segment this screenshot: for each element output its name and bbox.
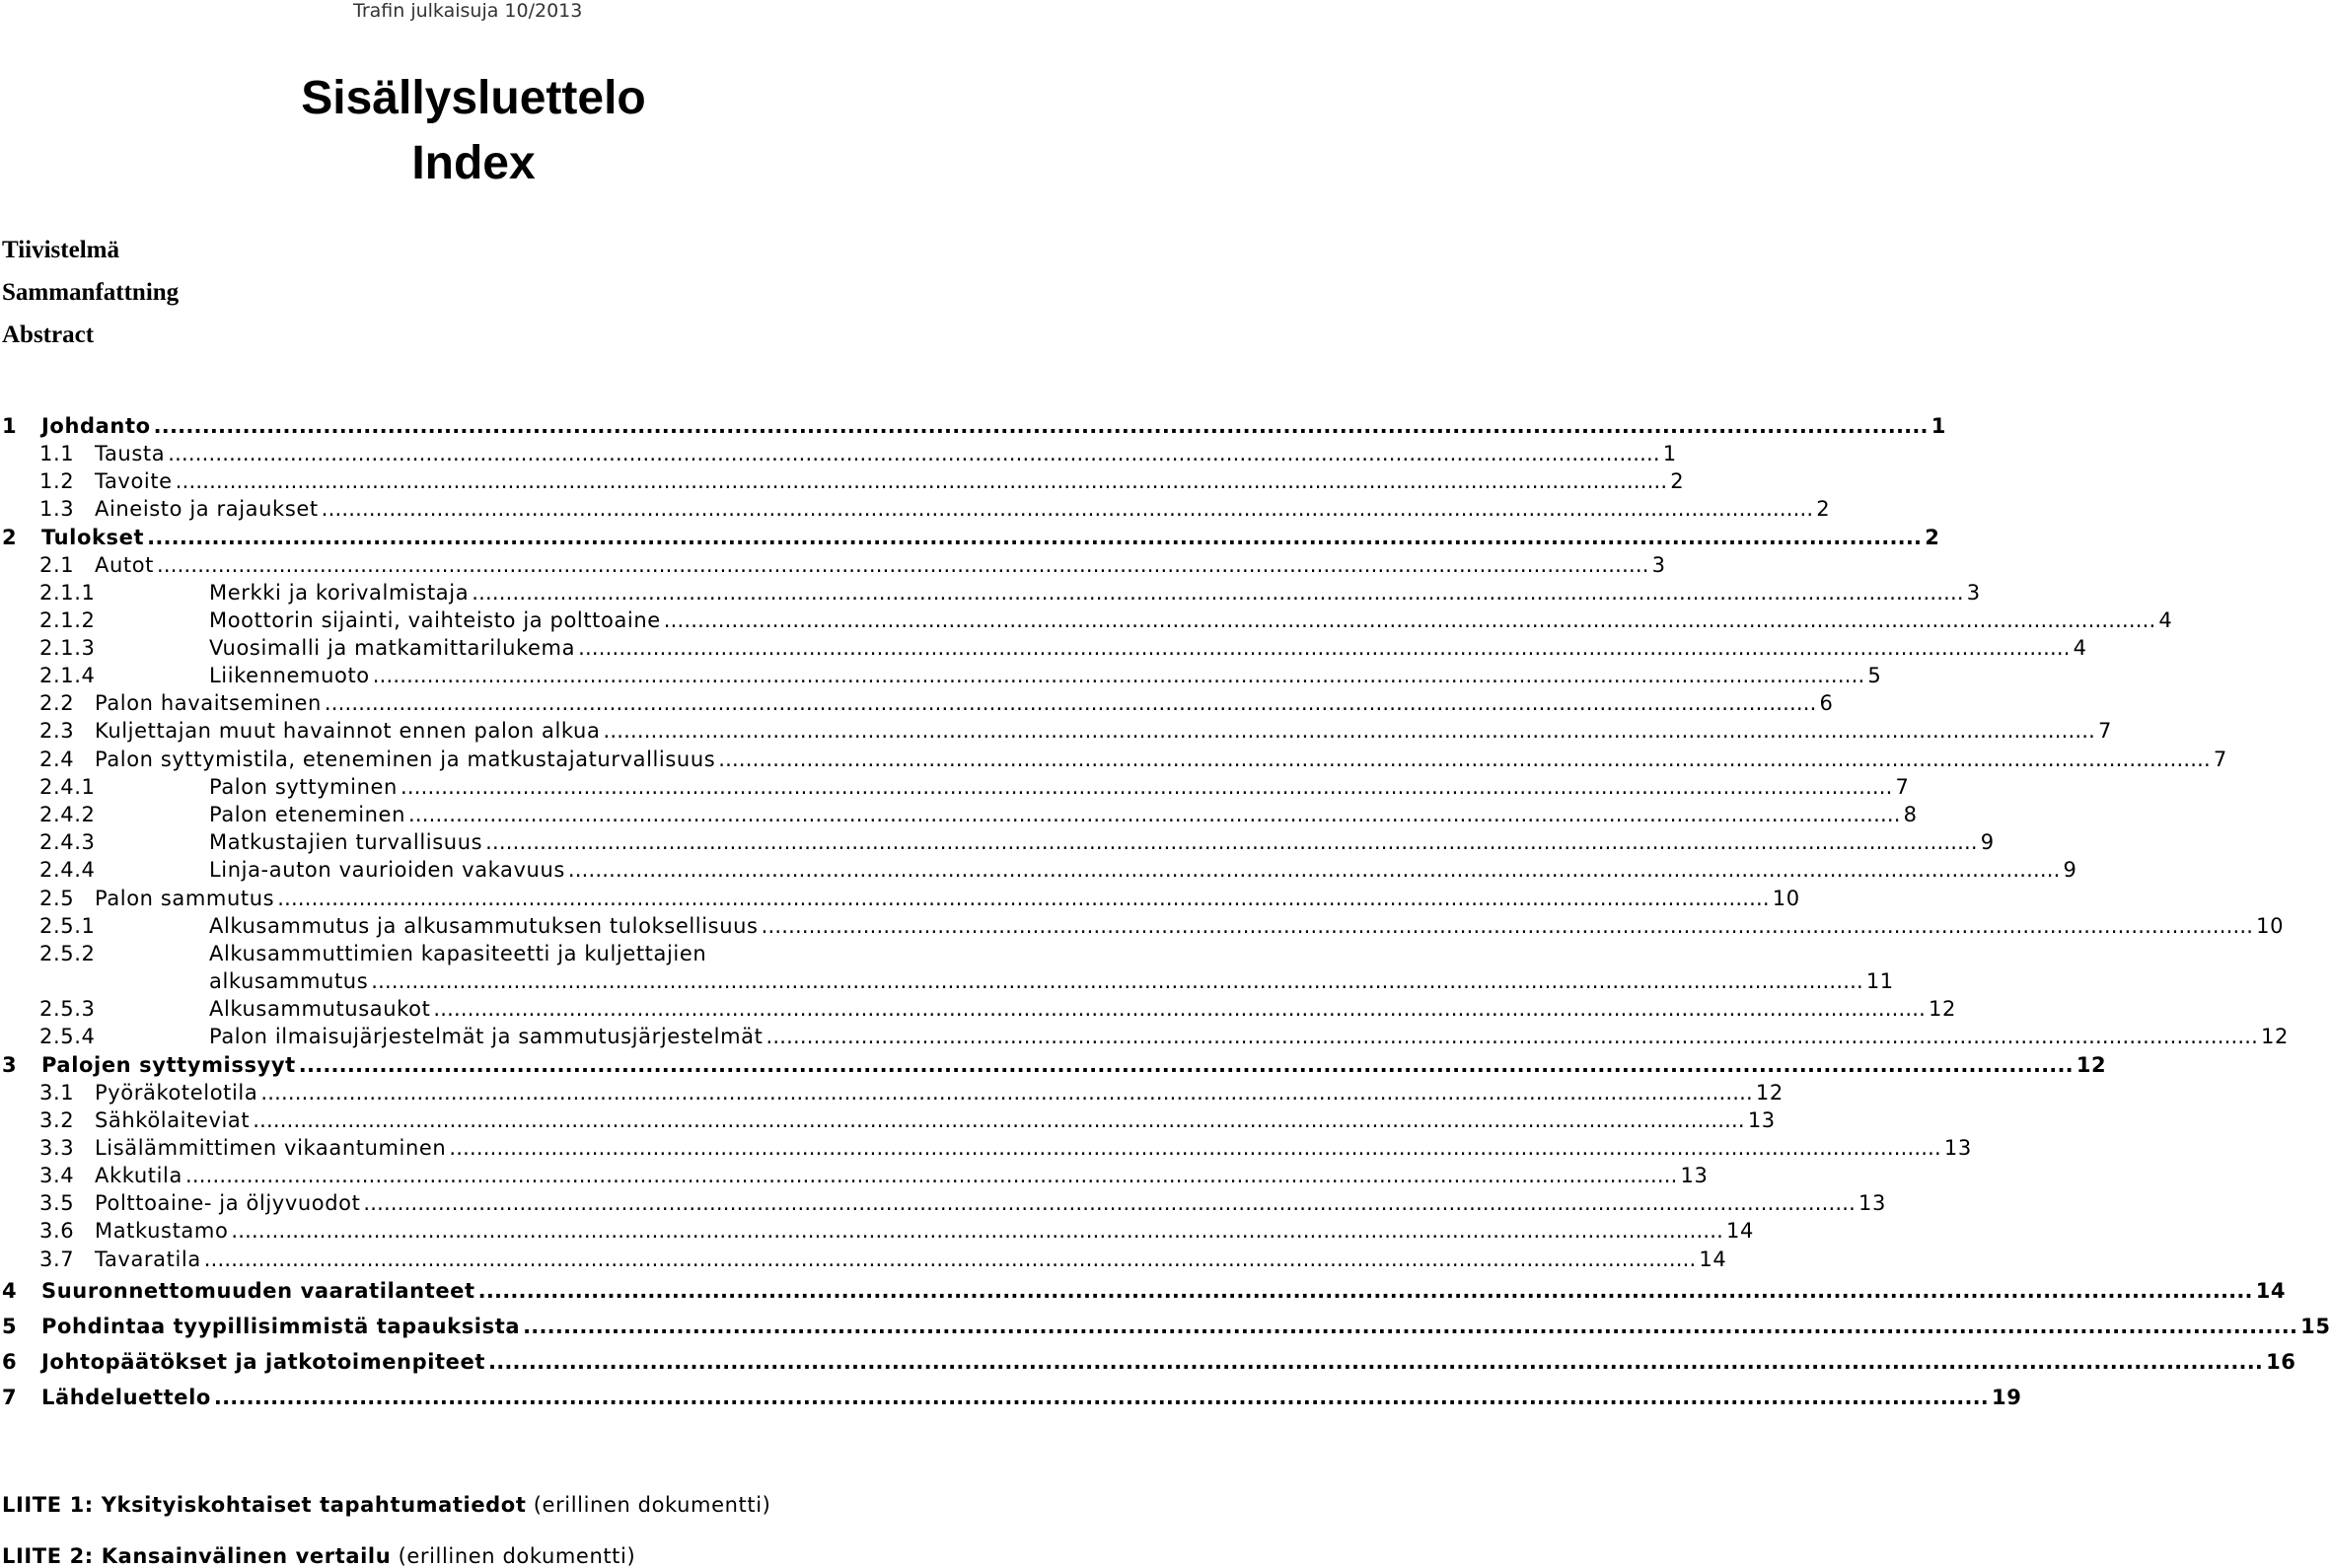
toc-entry-number: 2.5.2: [39, 942, 96, 965]
toc-entry-title: Alkusammutusaukot: [209, 997, 431, 1021]
toc-dot-leader: ............................................................................................................................................................................................................................: [400, 775, 1893, 799]
toc-entry[interactable]: [39, 1215, 1754, 1247]
toc-entry-page: 13: [1680, 1164, 1709, 1187]
toc-entry-number: 2.1: [39, 553, 75, 577]
toc-entry-page: 1: [1930, 414, 1946, 438]
toc-entry-number: 3.4: [39, 1164, 75, 1187]
toc-entry-title: Liikennemuoto: [209, 664, 370, 687]
toc-entry-number: 3.2: [39, 1108, 75, 1132]
toc-entry-title: Lähdeluettelo: [41, 1386, 211, 1409]
toc-entry-number: 2.3: [39, 719, 75, 743]
toc-entry-number: 2.5.1: [39, 914, 96, 938]
page-title: Sisällysluettelo: [301, 72, 646, 124]
toc-dot-leader: ............................................................................................................................................................................................................................: [449, 1136, 1941, 1160]
toc-dot-leader: ............................................................................................................................................................................................................................: [371, 969, 1863, 993]
toc-entry-page: 15: [2300, 1315, 2331, 1338]
toc-entry-title: Linja-auton vaurioiden vakavuus: [209, 858, 565, 882]
toc-entry-number: 1.1: [39, 442, 75, 465]
toc-entry-title: Pohdintaa tyypillisimmistä tapauksista: [41, 1315, 521, 1338]
toc-dot-leader: ............................................................................................................................................................................................................................: [523, 1315, 2298, 1338]
toc-entry-page: 2: [1925, 526, 1940, 549]
toc-entry-number: 2.1.2: [39, 608, 96, 632]
toc-dot-leader: ............................................................................................................................................................................................................................: [153, 414, 1929, 438]
toc-entry-page: 13: [1943, 1136, 1972, 1160]
toc-entry-page: 7: [2213, 748, 2227, 771]
toc-entry-title: Moottorin sijainti, vaihteisto ja polttoaine: [209, 608, 661, 632]
toc-dot-leader: ............................................................................................................................................................................................................................: [231, 1219, 1723, 1243]
toc-entry-number: 2.5.4: [39, 1025, 96, 1048]
toc-entry-number: 3: [2, 1053, 18, 1077]
toc-entry-number: 7: [2, 1386, 18, 1409]
toc-entry-page: 12: [1755, 1081, 1784, 1105]
toc-entry-page: 19: [1991, 1386, 2022, 1409]
toc-entry-number: 2.1.1: [39, 581, 96, 605]
toc-entry-number: 1.3: [39, 497, 75, 521]
toc-entry-number: 2.4.2: [39, 803, 96, 826]
page-subtitle: Index: [411, 137, 536, 189]
toc-entry-number: 2.4.1: [39, 775, 96, 799]
toc-dot-leader: ............................................................................................................................................................................................................................: [260, 1081, 1753, 1105]
toc-entry-page: 8: [1903, 803, 1918, 826]
toc-entry-page: 3: [1651, 553, 1666, 577]
toc-dot-leader: ............................................................................................................................................................................................................................: [578, 636, 2071, 660]
toc-entry-number: 2: [2, 526, 18, 549]
toc-entry-title: Autot: [95, 553, 154, 577]
toc-entry-title: Matkustamo: [95, 1219, 229, 1243]
toc-entry-title: Pyöräkotelotila: [95, 1081, 258, 1105]
toc-entry-title: Alkusammutus ja alkusammutuksen tuloksellisuus: [209, 914, 759, 938]
toc-dot-leader: ............................................................................................................................................................................................................................: [363, 1191, 1856, 1215]
toc-entry-page: 11: [1865, 969, 1894, 993]
toc-dot-leader: ............................................................................................................................................................................................................................: [253, 1108, 1745, 1132]
toc-entry-number: 2.4.4: [39, 858, 96, 882]
toc-entry[interactable]: [2, 1346, 2296, 1378]
toc-entry-number: 2.2: [39, 691, 75, 715]
toc-entry-title: Matkustajien turvallisuus: [209, 830, 483, 854]
toc-entry-number: 3.6: [39, 1219, 75, 1243]
toc-dot-leader: ............................................................................................................................................................................................................................: [718, 748, 2211, 771]
toc-entry-page: 14: [1699, 1247, 1727, 1271]
toc-dot-leader: ............................................................................................................................................................................................................................: [663, 608, 2156, 632]
toc-dot-leader: ............................................................................................................................................................................................................................: [324, 691, 1817, 715]
toc-entry-page: 16: [2266, 1350, 2296, 1374]
toc-entry-page: 4: [2158, 608, 2173, 632]
toc-dot-leader: ............................................................................................................................................................................................................................: [488, 1350, 2264, 1374]
toc-entry-number: 6: [2, 1350, 18, 1374]
toc-entry-title: Aineisto ja rajaukset: [95, 497, 319, 521]
toc-entry-title: Tausta: [95, 442, 166, 465]
toc-entry[interactable]: [2, 1275, 2287, 1307]
toc-entry-title: Polttoaine- ja öljyvuodot: [95, 1191, 361, 1215]
toc-dot-leader: ............................................................................................................................................................................................................................: [168, 442, 1660, 465]
toc-entry-title: Kuljettajan muut havainnot ennen palon alkua: [95, 719, 601, 743]
toc-dot-leader: ............................................................................................................................................................................................................................: [321, 497, 1814, 521]
toc-entry-title: Palon havaitseminen: [95, 691, 322, 715]
toc-dot-leader: ............................................................................................................................................................................................................................: [203, 1247, 1697, 1271]
toc-entry[interactable]: [2, 1382, 2022, 1413]
appendix-1-note: (erillinen dokumentti): [533, 1493, 771, 1517]
appendix-1: [2, 1493, 770, 1517]
running-header: Trafin julkaisuja 10/2013: [353, 0, 583, 22]
toc-entry-number: 2.4: [39, 748, 75, 771]
appendix-1-label: LIITE 1: Yksityiskohtaiset tapahtumatiedot: [2, 1493, 527, 1517]
abstract-heading-en: Abstract: [2, 321, 95, 348]
toc-entry-title: Palon ilmaisujärjestelmät ja sammutusjärjestelmät: [209, 1025, 764, 1048]
toc-entry-number: 5: [2, 1315, 18, 1338]
toc-entry-number: 1.2: [39, 469, 75, 493]
toc-entry[interactable]: [39, 1244, 1727, 1275]
toc-entry-page: 6: [1819, 691, 1834, 715]
toc-entry-number: 2.1.4: [39, 664, 96, 687]
toc-dot-leader: ............................................................................................................................................................................................................................: [213, 1386, 1989, 1409]
toc-entry-page: 14: [2255, 1279, 2287, 1303]
toc-dot-leader: ............................................................................................................................................................................................................................: [184, 1164, 1678, 1187]
appendix-2: [2, 1544, 635, 1568]
toc-dot-leader: ............................................................................................................................................................................................................................: [477, 1279, 2253, 1303]
toc-entry[interactable]: [39, 493, 1831, 525]
toc-entry-title: alkusammutus: [209, 969, 369, 993]
toc-entry-page: 1: [1662, 442, 1677, 465]
toc-entry-title: Sähkölaiteviat: [95, 1108, 251, 1132]
toc-entry-title: Tavaratila: [95, 1247, 201, 1271]
toc-entry-page: 7: [1895, 775, 1910, 799]
toc-entry-title: Merkki ja korivalmistaja: [209, 581, 470, 605]
toc-entry-page: 4: [2073, 636, 2087, 660]
toc-entry-title: Palojen syttymissyyt: [41, 1053, 296, 1077]
toc-entry-title: Vuosimalli ja matkamittarilukema: [209, 636, 576, 660]
toc-entry[interactable]: [39, 854, 2077, 886]
toc-entry-page: 7: [2098, 719, 2112, 743]
toc-entry-number: 2.4.3: [39, 830, 96, 854]
toc-entry-page: 9: [1980, 830, 1995, 854]
toc-entry-number: 1: [2, 414, 18, 438]
toc-dot-leader: ............................................................................................................................................................................................................................: [147, 526, 1923, 549]
toc-entry-page: 3: [1966, 581, 1981, 605]
toc-entry-title: Lisälämmittimen vikaantuminen: [95, 1136, 447, 1160]
appendix-2-label: LIITE 2: Kansainvälinen vertailu: [2, 1544, 392, 1568]
toc-entry-page: 10: [2256, 914, 2285, 938]
toc-entry-number: 3.5: [39, 1191, 75, 1215]
toc-entry-page: 2: [1670, 469, 1685, 493]
toc-dot-leader: ............................................................................................................................................................................................................................: [433, 997, 1926, 1021]
toc-entry-number: 4: [2, 1279, 18, 1303]
toc-dot-leader: ............................................................................................................................................................................................................................: [157, 553, 1649, 577]
toc-entry-number: 2.5: [39, 887, 75, 910]
toc-dot-leader: ............................................................................................................................................................................................................................: [603, 719, 2096, 743]
toc-entry-page: 14: [1725, 1219, 1754, 1243]
toc-entry-page: 5: [1867, 664, 1882, 687]
toc-entry-page: 2: [1816, 497, 1831, 521]
toc-entry[interactable]: [2, 1311, 2331, 1342]
toc-entry-title: Suuronnettomuuden vaaratilanteet: [41, 1279, 475, 1303]
toc-entry-title: Alkusammuttimien kapasiteetti ja kuljettajien: [209, 942, 707, 965]
toc-entry-title: Tavoite: [95, 469, 173, 493]
toc-dot-leader: ............................................................................................................................................................................................................................: [567, 858, 2061, 882]
toc-entry-page: 12: [1929, 997, 1956, 1021]
toc-dot-leader: ............................................................................................................................................................................................................................: [175, 469, 1668, 493]
toc-entry-title: Johtopäätökset ja jatkotoimenpiteet: [41, 1350, 486, 1374]
appendix-2-note: (erillinen dokumentti): [398, 1544, 636, 1568]
toc-entry-page: 13: [1747, 1108, 1776, 1132]
toc-entry-page: 9: [2063, 858, 2077, 882]
toc-entry-number: 3.1: [39, 1081, 75, 1105]
toc-dot-leader: ............................................................................................................................................................................................................................: [408, 803, 1901, 826]
toc-entry-title: Palon syttymistila, eteneminen ja matkustajaturvallisuus: [95, 748, 716, 771]
toc-entry-page: 13: [1858, 1191, 1886, 1215]
toc-entry-page: 10: [1772, 887, 1800, 910]
toc-entry-title: Johdanto: [41, 414, 151, 438]
toc-dot-leader: ............................................................................................................................................................................................................................: [298, 1053, 2074, 1077]
toc-entry-page: 12: [2261, 1025, 2289, 1048]
toc-entry-title: Palon eteneminen: [209, 803, 405, 826]
toc-dot-leader: ............................................................................................................................................................................................................................: [485, 830, 1978, 854]
toc-entry-title: Akkutila: [95, 1164, 182, 1187]
toc-entry[interactable]: [39, 1021, 2289, 1052]
toc-dot-leader: ............................................................................................................................................................................................................................: [761, 914, 2254, 938]
toc-entry-title: Tulokset: [41, 526, 145, 549]
abstract-heading-sv: Sammanfattning: [2, 279, 180, 306]
toc-dot-leader: ............................................................................................................................................................................................................................: [472, 581, 1964, 605]
toc-entry-number: 3.7: [39, 1247, 75, 1271]
toc-entry-number: 3.3: [39, 1136, 75, 1160]
toc-dot-leader: ............................................................................................................................................................................................................................: [277, 887, 1770, 910]
toc-entry-title: Palon sammutus: [95, 887, 275, 910]
toc-entry-number: 2.1.3: [39, 636, 96, 660]
toc-dot-leader: ............................................................................................................................................................................................................................: [372, 664, 1865, 687]
toc-entry-page: 12: [2076, 1053, 2107, 1077]
toc-entry-number: 2.5.3: [39, 997, 96, 1021]
toc-entry[interactable]: [39, 715, 2112, 747]
abstract-heading-fi: Tiivistelmä: [2, 237, 119, 263]
toc-entry-title: Palon syttyminen: [209, 775, 398, 799]
toc-dot-leader: ............................................................................................................................................................................................................................: [765, 1025, 2259, 1048]
